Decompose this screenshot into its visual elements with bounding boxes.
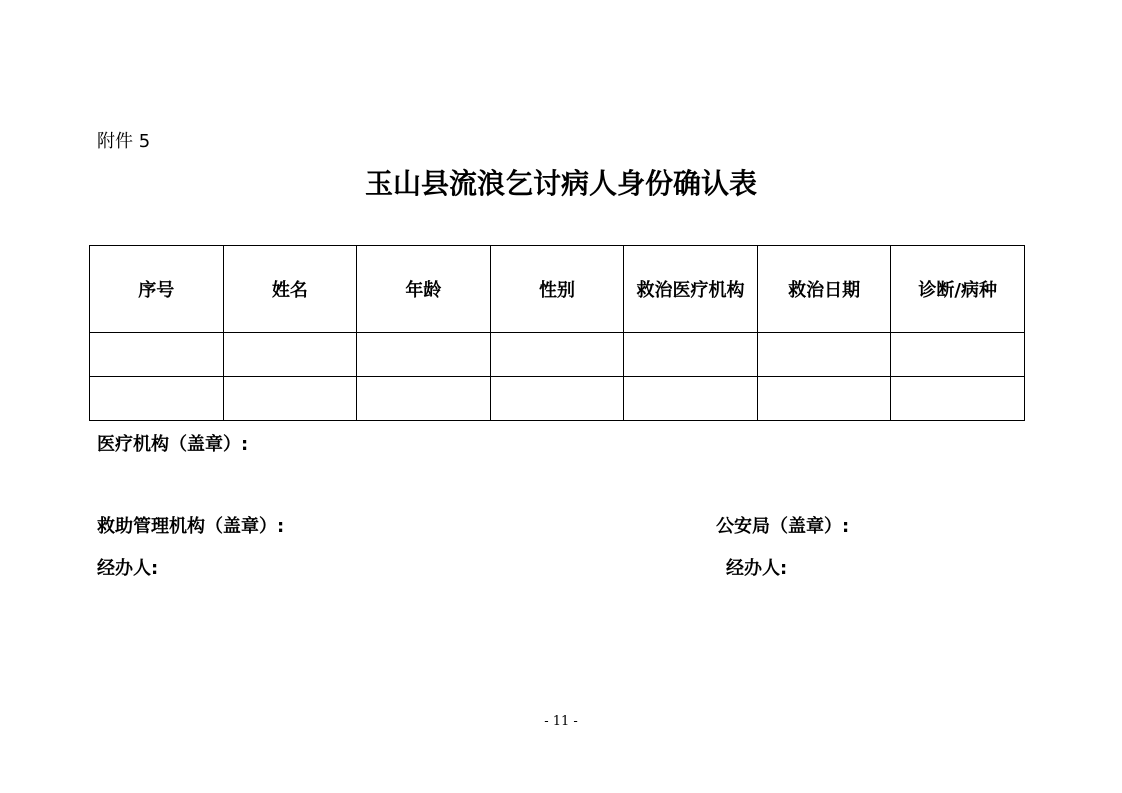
header-serial-number: 序号	[90, 246, 224, 333]
table-cell[interactable]	[490, 377, 624, 421]
table-cell[interactable]	[891, 333, 1025, 377]
table-cell[interactable]	[624, 333, 758, 377]
medical-institution-seal-label: 医疗机构（盖章）:	[97, 434, 249, 455]
table-cell[interactable]	[891, 377, 1025, 421]
table-header-row	[90, 246, 1025, 333]
header-treatment-date: 救治日期	[757, 246, 891, 333]
table-cell[interactable]	[490, 333, 624, 377]
table-cell[interactable]	[757, 333, 891, 377]
table-cell[interactable]	[624, 377, 758, 421]
header-gender: 性别	[490, 246, 624, 333]
rescue-agency-seal-label: 救助管理机构（盖章）:	[97, 516, 285, 537]
header-treating-institution: 救治医疗机构	[624, 246, 758, 333]
identity-confirmation-table	[89, 245, 1025, 421]
table-cell[interactable]	[90, 377, 224, 421]
header-diagnosis: 诊断/病种	[891, 246, 1025, 333]
header-name: 姓名	[223, 246, 357, 333]
police-bureau-seal-label: 公安局（盖章）:	[716, 516, 850, 537]
table-cell[interactable]	[223, 377, 357, 421]
table-cell[interactable]	[357, 377, 491, 421]
handler-label-left: 经办人:	[97, 558, 159, 579]
table-row	[90, 333, 1025, 377]
table-cell[interactable]	[757, 377, 891, 421]
table-row	[90, 377, 1025, 421]
attachment-label: 附件 5	[97, 131, 151, 152]
table-cell[interactable]	[90, 333, 224, 377]
page-number: - 11 -	[544, 714, 578, 729]
handler-label-right: 经办人:	[726, 558, 788, 579]
table-cell[interactable]	[357, 333, 491, 377]
table-cell[interactable]	[223, 333, 357, 377]
document-title: 玉山县流浪乞讨病人身份确认表	[364, 167, 757, 200]
header-age: 年龄	[357, 246, 491, 333]
